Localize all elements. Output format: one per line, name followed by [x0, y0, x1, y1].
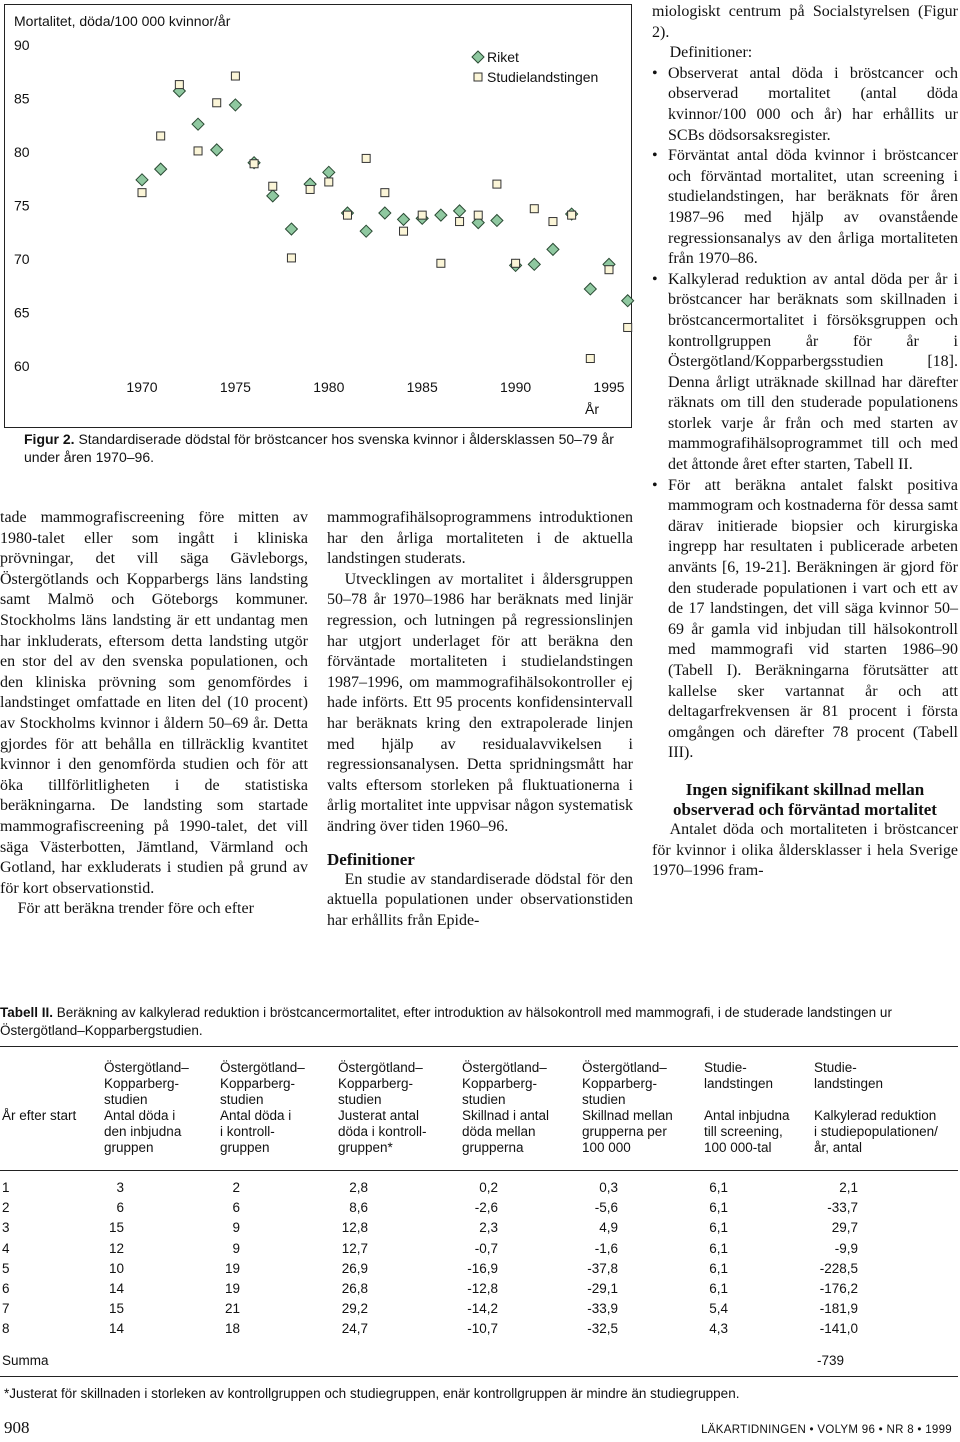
table-cell: 5,4	[709, 1301, 728, 1317]
data-point-studielandstingen	[549, 218, 557, 226]
table-cell: -29,1	[587, 1281, 618, 1296]
table-header-line: Kalkylerad reduktion	[814, 1108, 937, 1123]
table-header-line: Kopparberg-	[462, 1076, 538, 1091]
table-cell: 6,1	[709, 1180, 728, 1195]
table-cell: 12,8	[341, 1220, 368, 1236]
data-point-studielandstingen	[157, 132, 165, 140]
table-row	[0, 1180, 958, 1200]
table-cell: 3	[116, 1180, 124, 1195]
table-cell: 24,7	[341, 1321, 368, 1337]
data-point-riket	[379, 207, 391, 219]
table-header-line: Kopparberg-	[104, 1076, 180, 1091]
table-header-line: Justerat antal	[338, 1108, 420, 1123]
table-header-line: landstingen	[814, 1076, 884, 1091]
data-point-riket	[622, 295, 634, 307]
table-header-line: Antal inbjudna	[704, 1108, 790, 1123]
table-header-line: studien	[104, 1092, 148, 1107]
table-row	[0, 1241, 958, 1261]
table-header-line: 100 000-tal	[704, 1140, 772, 1155]
table-cell: 2	[232, 1180, 240, 1195]
table-cell: -33,9	[587, 1301, 618, 1317]
legend-label: Studielandstingen	[487, 69, 599, 85]
table-header-line: den inbjudna	[104, 1124, 182, 1139]
table-cell: 12	[108, 1240, 124, 1256]
table-row	[0, 1281, 958, 1301]
table-cell: 7	[2, 1301, 10, 1317]
table-cell: 6	[116, 1200, 124, 1216]
table-header-line	[2, 1060, 76, 1076]
data-point-riket	[285, 223, 297, 235]
data-point-riket	[136, 174, 148, 186]
table-cell: 26,8	[341, 1281, 368, 1296]
data-point-studielandstingen	[605, 266, 613, 274]
table-cell: 2	[2, 1200, 10, 1216]
mortality-chart	[0, 0, 636, 432]
table-title	[0, 1004, 960, 1040]
table-header-line: gruppen	[220, 1140, 270, 1155]
table-cell: -14,2	[467, 1301, 498, 1317]
table-cell: -5,6	[594, 1200, 618, 1216]
table-row	[0, 1200, 958, 1220]
table-cell: 29,2	[341, 1301, 368, 1317]
table-cell: 9	[232, 1220, 240, 1236]
data-point-studielandstingen	[474, 211, 482, 219]
x-tick-label: 1980	[313, 379, 345, 395]
table-header-line: i studiepopulationen/	[814, 1124, 938, 1139]
y-tick-label: 85	[14, 90, 30, 107]
table-header-line	[704, 1092, 790, 1108]
table-header-line: Östergötland–	[220, 1060, 305, 1075]
table-header-line: döda i kontroll-	[338, 1124, 427, 1139]
table-cell: 26,9	[341, 1260, 368, 1276]
table-header-line: Östergötland–	[338, 1060, 423, 1075]
table-header-line: studien	[338, 1092, 382, 1107]
table-cell: 4	[2, 1240, 10, 1256]
table-rule-top	[0, 1046, 958, 1047]
table-cell: 4,3	[709, 1321, 728, 1337]
data-point-riket	[229, 99, 241, 111]
table-title-text: Beräkning av kalkylerad reduktion i bröstcancermortalitet, efter introduktion av hälsokontroll med mammografi, i de studerade landstingen ur Östergötland–Kopparbergstudien.	[0, 1005, 892, 1038]
data-point-studielandstingen	[418, 211, 426, 219]
table-header-cell	[338, 1060, 427, 1156]
table-cell: 6,1	[709, 1281, 728, 1296]
table-cell: 3	[2, 1220, 10, 1236]
x-axis-label: År	[585, 401, 599, 417]
bullet-item-2: • Förväntat antal döda kvinnor i bröstcancer och förväntad mortalitet, utan screening i studielandstingen, har beräknats för åren 1987–96 med hjälp av ovanstående regressionsanalys av den årliga mortaliteten från 1970–86.	[652, 147, 958, 268]
col2-paragraph-2: Utvecklingen av mortalitet i åldersgruppen 50–78 år 1970–1986 har beräknats med linjär regression, och lutningen på regressionslinjen har utgjort underlaget för att beräkna den förväntade mortaliteten i studielandstingen 1987–1996, om mammografihälsokontroller ej hade införts. Ett 95 procents konfidensintervall har beräknats kring den extrapolerade linjen med hjälp av residualavvikelsen i regressionsanalysen. Detta spridningsmått har valts eftersom storleken på fluktuationerna i årlig mortalitet inte uppvisar någon systematisk ändring över tiden 1960–96.	[327, 570, 633, 835]
table-cell: -181,9	[819, 1301, 858, 1317]
data-point-riket	[454, 205, 466, 217]
data-point-studielandstingen	[325, 178, 333, 186]
table-header-line: studien	[462, 1092, 506, 1107]
table-header-line: till screening,	[704, 1124, 783, 1139]
table-cell: 6,1	[709, 1240, 728, 1256]
table-cell: 15	[108, 1301, 124, 1317]
table-header-line: Studie-	[814, 1060, 857, 1075]
data-point-riket	[267, 190, 279, 202]
bullet-item-1: • Observerat antal döda i bröstcancer och observerad mortalitet (antal döda kvinnor/100 000 och år) har erhållits ur SCBs dödsorsaksregister.	[652, 64, 958, 144]
table-header-cell	[462, 1060, 549, 1156]
table-sum-row	[0, 1353, 958, 1373]
table-cell: -141,0	[819, 1321, 858, 1337]
x-tick-label: 1990	[500, 379, 532, 395]
table-header-cell	[104, 1060, 189, 1156]
data-point-studielandstingen	[512, 259, 520, 267]
table-header-line: studien	[220, 1092, 264, 1107]
table-cell: -33,7	[827, 1200, 858, 1216]
data-point-riket	[155, 163, 167, 175]
table-cell: 6,1	[709, 1260, 728, 1276]
data-point-studielandstingen	[269, 182, 277, 190]
table-title-label: Tabell II.	[0, 1005, 54, 1020]
table-header-cell	[704, 1060, 790, 1156]
table-cell: 14	[108, 1321, 124, 1337]
table-header-line: Antal döda i	[104, 1108, 176, 1123]
bullet-icon: •	[652, 147, 658, 165]
table-sum-label: Summa	[2, 1353, 49, 1368]
table-cell: 12,7	[341, 1240, 368, 1256]
table-header-line: i kontroll-	[220, 1124, 275, 1139]
y-tick-label: 60	[14, 358, 30, 374]
data-point-studielandstingen	[213, 99, 221, 107]
section-heading-ingen-signifikant: Ingen signifikant skillnad mellan observerad och förväntad mortalitet	[673, 779, 937, 819]
table-row	[0, 1220, 958, 1240]
table-cell: 10	[108, 1260, 124, 1276]
table-cell: 1	[2, 1180, 10, 1195]
bullet-icon: •	[652, 64, 658, 82]
data-point-studielandstingen	[493, 180, 501, 188]
y-tick-label: 90	[14, 37, 30, 53]
table-cell: 6	[2, 1281, 10, 1296]
table-cell: 0,3	[599, 1180, 618, 1195]
data-point-studielandstingen	[231, 72, 239, 80]
table-cell: 19	[224, 1260, 240, 1276]
table-cell: -32,5	[587, 1321, 618, 1337]
table-header-line: Kopparberg-	[338, 1076, 414, 1091]
table-sum-value: -739	[816, 1353, 844, 1368]
col3-paragraph-1: miologiskt centrum på Socialstyrelsen (Figur 2).	[652, 3, 958, 41]
table-cell: 2,3	[479, 1220, 498, 1236]
table-header-line	[2, 1044, 76, 1060]
table-cell: -16,9	[467, 1260, 498, 1276]
table-cell: 2,1	[839, 1180, 858, 1195]
table-header-cell	[2, 1044, 76, 1124]
table-cell: -0,7	[474, 1240, 498, 1256]
table-header-line	[2, 1076, 76, 1092]
table-header-line: landstingen	[704, 1076, 774, 1091]
page-number: 908	[4, 1418, 30, 1437]
table-header-line: Studie-	[704, 1060, 747, 1075]
figure-caption	[24, 430, 634, 466]
legend-marker-studielandstingen	[474, 73, 482, 81]
table-cell: -10,7	[467, 1321, 498, 1337]
data-point-riket	[491, 214, 503, 226]
legend-label: Riket	[487, 49, 519, 65]
data-point-studielandstingen	[530, 205, 538, 213]
data-point-studielandstingen	[568, 211, 576, 219]
table-header-cell	[582, 1060, 673, 1156]
text-column-3	[652, 2, 958, 882]
data-point-riket	[547, 243, 559, 255]
table-cell: 8,6	[349, 1200, 368, 1216]
table-footnote: *Justerat för skillnaden i storleken av kontrollgruppen och studiegruppen, enär kontrollgruppen är mindre än studiegruppen.	[4, 1386, 740, 1401]
table-header-line: Kopparberg-	[220, 1076, 296, 1091]
table-cell: 14	[108, 1281, 124, 1296]
table-header-line: år, antal	[814, 1140, 863, 1155]
table-header-line: Östergötland–	[462, 1060, 547, 1075]
table-header-line	[814, 1092, 938, 1108]
journal-footer: LÄKARTIDNINGEN • VOLYM 96 • NR 8 • 1999	[701, 1424, 952, 1436]
table-row	[0, 1301, 958, 1321]
table-cell: -228,5	[819, 1260, 858, 1276]
text-column-2	[327, 508, 633, 931]
table-header-line: grupperna per	[582, 1124, 667, 1139]
section-heading-definitioner: Definitioner	[327, 849, 415, 869]
col1-paragraph-2: För att beräkna trender före och efter	[17, 900, 254, 918]
table-cell: -37,8	[587, 1260, 618, 1276]
table-header-line: gruppen*	[338, 1140, 393, 1155]
table-cell: -9,9	[834, 1240, 858, 1256]
data-point-riket	[584, 283, 596, 295]
y-tick-label: 65	[14, 304, 30, 321]
table-header-line: studien	[582, 1092, 626, 1107]
y-tick-label: 70	[14, 251, 30, 267]
table-header-line: gruppen	[104, 1140, 154, 1155]
x-tick-label: 1970	[126, 379, 158, 395]
table-header-line: Östergötland–	[582, 1060, 667, 1075]
table-cell: 15	[108, 1220, 124, 1236]
table-rule-header	[0, 1170, 958, 1171]
bullet-icon: •	[652, 476, 658, 494]
table-cell: 4,9	[599, 1220, 618, 1236]
table-header-line: grupperna	[462, 1140, 524, 1155]
figure-caption-label: Figur 2.	[24, 431, 75, 447]
text-column-1	[0, 508, 308, 920]
x-tick-label: 1995	[593, 379, 625, 395]
table-header-line: Skillnad mellan	[582, 1108, 673, 1123]
x-tick-label: 1985	[406, 379, 438, 395]
y-tick-label: 75	[14, 197, 30, 214]
table-row	[0, 1261, 958, 1281]
data-point-studielandstingen	[343, 211, 351, 219]
data-point-studielandstingen	[381, 189, 389, 197]
table-cell: 18	[224, 1321, 240, 1337]
table-cell: 2,8	[349, 1180, 368, 1195]
y-axis-label: Mortalitet, döda/100 000 kvinnor/år	[14, 13, 231, 29]
table-cell: 0,2	[479, 1180, 498, 1195]
table-cell: 29,7	[831, 1220, 858, 1236]
data-point-studielandstingen	[624, 323, 632, 331]
data-point-studielandstingen	[175, 81, 183, 89]
col2-paragraph-1: mammografihälsoprogrammens introduktionen har den årliga mortaliteten i de aktuella landstingen studerats.	[327, 509, 633, 568]
col1-paragraph-1: tade mammografiscreening före mitten av 1980-talet eller som ingått i kliniska prövningar, det vill säga Gävleborgs, Östergötlands och Kopparbergs läns landsting samt Malmö och Göteborgs kommuner. Stockholms läns landsting är ett undantag men har inkluderats, eftersom detta landsting utgör en stor del av den svenska populationen, och den kliniska prövning som genomfördes i landstinget omfattade en liten del (10 procent) av Stockholms kvinnor i åldern 50–69 år. Detta gjordes för att behålla en tillräcklig kvantitet kvinnor i den genomförda studien och för att öka tillförlitligheten i de statistiska beräkningarna. De landsting som startade mammografiscreening på 1990-talet, det vill säga Västerbotten, Jämtland, Värmland och Gotland, har exkluderats i studien på grund av för kort observationstid.	[0, 509, 308, 897]
table-header-cell	[814, 1060, 938, 1156]
x-tick-label: 1975	[219, 379, 251, 395]
data-point-studielandstingen	[287, 254, 295, 262]
data-point-studielandstingen	[138, 189, 146, 197]
bullet-icon: •	[652, 270, 658, 288]
data-point-studielandstingen	[437, 259, 445, 267]
table-header-line: Kopparberg-	[582, 1076, 658, 1091]
table-cell: 21	[224, 1301, 240, 1317]
table-header-cell	[220, 1060, 305, 1156]
data-point-studielandstingen	[250, 160, 258, 168]
data-point-studielandstingen	[306, 185, 314, 193]
table-cell: 6	[232, 1200, 240, 1216]
data-point-riket	[192, 118, 204, 130]
table-header-line: döda mellan	[462, 1124, 536, 1139]
data-point-studielandstingen	[194, 147, 202, 155]
table-row	[0, 1321, 958, 1341]
data-point-riket	[435, 209, 447, 221]
table-cell: 5	[2, 1260, 10, 1276]
data-point-riket	[360, 225, 372, 237]
table-cell: 6,1	[709, 1200, 728, 1216]
table-cell: -176,2	[819, 1281, 858, 1296]
data-point-riket	[211, 144, 223, 156]
data-point-riket	[323, 166, 335, 178]
table-header-line: Antal döda i	[220, 1108, 292, 1123]
col2-paragraph-3: En studie av standardiserade dödstal för den aktuella populationen under observationstiden har erhållits från Epide-	[327, 870, 633, 929]
table-cell: 9	[232, 1240, 240, 1256]
data-point-studielandstingen	[400, 227, 408, 235]
table-cell: 19	[224, 1281, 240, 1296]
data-point-riket	[398, 213, 410, 225]
col3-definitions-label: Definitioner:	[669, 44, 753, 62]
table-rule-bottom	[0, 1376, 958, 1377]
figure-caption-text: Standardiserade dödstal för bröstcancer hos svenska kvinnor i åldersklassen 50–79 år under åren 1970–96.	[24, 431, 614, 465]
table-header-line	[2, 1092, 76, 1108]
table-cell: 8	[2, 1321, 10, 1337]
data-point-studielandstingen	[362, 154, 370, 162]
bullet-item-4: • För att beräkna antalet falskt positiva mammogram och kostnaderna för dessa samt därav initierade biopsier och kirurgiska ingrepp har resultaten i publicerade arbeten använts [6, 19-21]. Beräkningen är gjord för den studerade populationen i vart och ett av de 17 landstingen, det vill säga kvinnor 50–69 år gamla vid inbjudan till hälsokontroll med mammografi vid starten 1986–90 (Tabell I). Beräkningarna förutsätter att kallelse sker vartannat år och att deltagarfrekvensen är 81 procent i första omgången och därefter 78 procent (Tabell III).	[652, 476, 958, 762]
data-point-studielandstingen	[456, 218, 464, 226]
table-header-line: 100 000	[582, 1140, 631, 1155]
data-point-studielandstingen	[586, 355, 594, 363]
table-header-line: År efter start	[2, 1108, 77, 1123]
table-cell: 6,1	[709, 1220, 728, 1236]
table-header-line: Skillnad i antal	[462, 1108, 550, 1123]
table-cell: -2,6	[474, 1200, 498, 1216]
bullet-item-3: • Kalkylerad reduktion av antal döda per år i bröstcancer har beräknats som skillnaden i bröstcancermortalitet i försöksgruppen och kontrollgruppen år för år i Östergötland/Kopparbergsstudien [18]. Denna årligt uträknade skillnad har därefter räknats om till den studerade populationens storlek varje år från och med starten av mammografihälsoprogrammet till och med det åttonde året efter starten, Tabell II.	[652, 270, 958, 474]
col3-paragraph-3: Antalet döda och mortaliteten i bröstcancer för kvinnor i olika åldersklasser i hela Sverige 1970–1996 fram-	[652, 820, 958, 880]
y-tick-label: 80	[14, 144, 30, 160]
legend-marker-riket	[472, 51, 484, 63]
table-cell: -12,8	[467, 1281, 498, 1296]
table-header-line: Östergötland–	[104, 1060, 189, 1075]
table-cell: -1,6	[594, 1240, 618, 1256]
data-point-riket	[528, 258, 540, 270]
